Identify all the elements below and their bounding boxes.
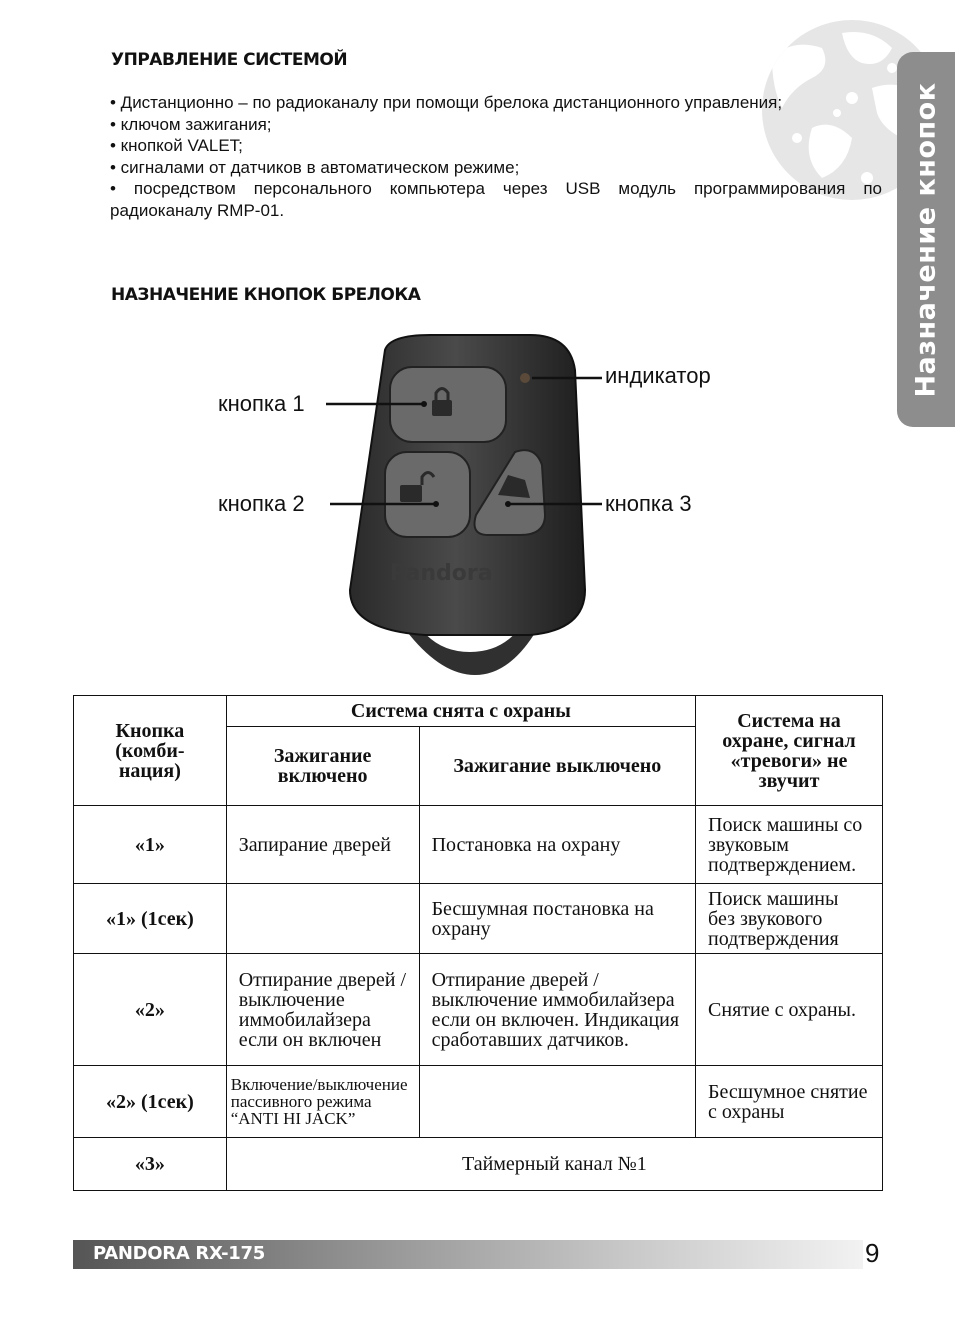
footer-brand: PANDORA RX-175 (93, 1243, 265, 1264)
cell-armed: Поиск машины со звуковым подтверждением. (696, 806, 883, 884)
cell-ignition-on: Включение/выключение пассивного режима “ANTI HI JACK” (226, 1066, 419, 1138)
cell-button: «3» (74, 1138, 227, 1191)
header-ignition-off: Зажигание выключено (419, 727, 695, 806)
cell-armed: Снятие с охраны. (696, 954, 883, 1066)
fob-brand: Pandora (390, 561, 493, 586)
cell-ignition-on: Отпирание дверей / выключение иммобилайзера если он включен (226, 954, 419, 1066)
list-item: • ключом зажигания; (110, 114, 272, 134)
label-button-2: кнопка 2 (218, 491, 305, 516)
cell-armed: Поиск машины без звукового подтверждения (696, 884, 883, 954)
table-row (74, 954, 883, 1066)
cell-ignition-off: Отпирание дверей / выключение иммобилайзера если он включен. Индикация сработавших датчиков. (419, 954, 695, 1066)
list-item: • Дистанционно – по радиоканалу при помощи брелока дистанционного управления; (110, 93, 783, 112)
button-functions-table (73, 695, 883, 1191)
cell-armed: Бесшумное снятие с охраны (696, 1066, 883, 1138)
section-title-control: УПРАВЛЕНИЕ СИСТЕМОЙ (111, 50, 348, 70)
list-item: • сигналами от датчиков в автоматическом режиме; (110, 157, 520, 177)
cell-button: «1» (74, 806, 227, 884)
cell-merged: Таймерный канал №1 (226, 1138, 882, 1191)
list-item: • посредством персонального компьютера через USB модуль программирования по радиоканалу RMP-01. (110, 179, 882, 220)
header-ignition-on: Зажигание включено (226, 727, 419, 806)
cell-button: «2» (74, 954, 227, 1066)
cell-button: «2» (1сек) (74, 1066, 227, 1138)
cell-ignition-off: Бесшумная постановка на охрану (419, 884, 695, 954)
key-fob-figure (200, 330, 760, 690)
control-methods-list (74, 92, 882, 221)
cell-button: «1» (1сек) (74, 884, 227, 954)
cell-ignition-on: Запирание дверей (226, 806, 419, 884)
header-disarmed: Система снята с охраны (226, 696, 695, 727)
page-number: 9 (865, 1238, 880, 1268)
cell-ignition-off: Постановка на охрану (419, 806, 695, 884)
table-row (74, 1138, 883, 1191)
label-button-3: кнопка 3 (605, 491, 692, 516)
header-button: Кнопка (комби-нация) (74, 696, 227, 806)
side-tab-label: Назначение кнопок (910, 81, 942, 398)
label-indicator: индикатор (605, 363, 711, 388)
section-title-buttons: НАЗНАЧЕНИЕ КНОПОК БРЕЛОКА (111, 285, 421, 305)
cell-ignition-off (419, 1066, 695, 1138)
table-row (74, 806, 883, 884)
side-tab (897, 52, 955, 427)
indicator-led (520, 373, 530, 383)
cell-ignition-on (226, 884, 419, 954)
list-item: • кнопкой VALET; (110, 136, 243, 155)
header-armed: Система на охране, сигнал «тревоги» не звучит (696, 696, 883, 806)
table-row (74, 1066, 883, 1138)
label-button-1: кнопка 1 (218, 391, 305, 416)
fob-button-2 (385, 452, 470, 537)
table-row (74, 884, 883, 954)
